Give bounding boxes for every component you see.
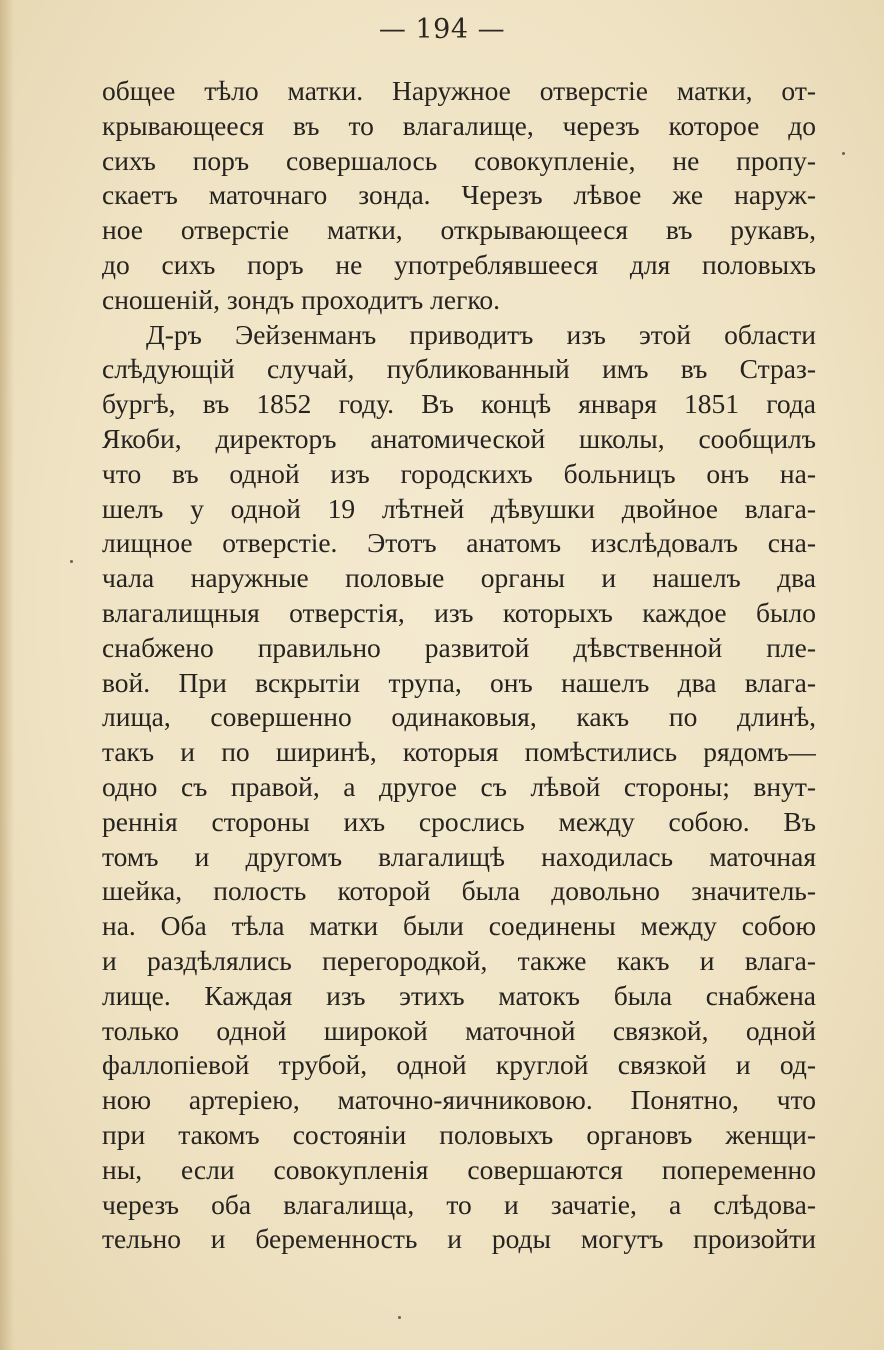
text-line: лища, совершенно одинаковыя, какъ по длинѣ, bbox=[102, 701, 816, 733]
text-line: снабжено правильно развитой дѣвственной пле- bbox=[102, 631, 816, 663]
text-line: одно съ правой, а другое съ лѣвой стороны; внут- bbox=[102, 770, 816, 802]
text-line: реннія стороны ихъ срослись между собою. Въ bbox=[102, 805, 816, 837]
text-line: крывающееся въ то влагалище, черезъ которое до bbox=[102, 109, 816, 141]
text-line: шелъ у одной 19 лѣтней дѣвушки двойное влага- bbox=[102, 492, 816, 524]
text-line: ною артеріею, маточно-яичниковою. Понятно, что bbox=[102, 1084, 816, 1116]
text-line: до сихъ поръ не употреблявшееся для половыхъ bbox=[102, 248, 816, 280]
text-line: Якоби, директоръ анатомической школы, сообщилъ bbox=[102, 422, 816, 454]
text-line: ны, если совокупленія совершаются попеременно bbox=[102, 1153, 816, 1185]
text-line: слѣдующій случай, публикованный имъ въ Страз- bbox=[102, 353, 816, 385]
text-line: только одной широкой маточной связкой, одной bbox=[102, 1014, 816, 1046]
text-line: лище. Каждая изъ этихъ матокъ была снабжена bbox=[102, 979, 816, 1011]
text-line: на. Оба тѣла матки были соединены между собою bbox=[102, 910, 816, 942]
text-line: тельно и беременность и роды могутъ произойти bbox=[102, 1223, 816, 1255]
text-line: фаллопіевой трубой, одной круглой связкой и од- bbox=[102, 1049, 816, 1081]
text-line: влагалищныя отверстія, изъ которыхъ каждое было bbox=[102, 596, 816, 628]
paper-speck bbox=[398, 1316, 401, 1319]
page-edge-shadow bbox=[0, 0, 14, 1350]
text-line: лищное отверстіе. Этотъ анатомъ изслѣдовалъ сна- bbox=[102, 527, 816, 559]
paper-speck bbox=[70, 560, 73, 563]
text-line: томъ и другомъ влагалищѣ находилась маточная bbox=[102, 840, 816, 872]
text-line: шейка, полость которой была довольно значитель- bbox=[102, 875, 816, 907]
text-line: общее тѣло матки. Наружное отверстіе матки, от- bbox=[102, 75, 816, 106]
paper-speck bbox=[842, 152, 845, 155]
text-line: вой. При вскрытіи трупа, онъ нашелъ два влага- bbox=[102, 666, 816, 698]
text-line: сношеній, зондъ проходитъ легко. bbox=[102, 283, 500, 315]
text-line: бургѣ, въ 1852 году. Въ концѣ января 1851 года bbox=[102, 388, 816, 420]
text-line: чала наружные половые органы и нашелъ два bbox=[102, 562, 816, 594]
text-line: и раздѣлялись перегородкой, также какъ и влага- bbox=[102, 944, 816, 976]
text-line: что въ одной изъ городскихъ больницъ онъ на- bbox=[102, 457, 816, 489]
text-line: при такомъ состояніи половыхъ органовъ женщи- bbox=[102, 1118, 816, 1150]
text-line: ное отверстіе матки, открывающееся въ рукавъ, bbox=[102, 214, 816, 246]
body-text bbox=[102, 74, 816, 1257]
text-line: такъ и по ширинѣ, которыя помѣстились рядомъ— bbox=[102, 736, 816, 768]
text-line: сихъ поръ совершалось совокупленіе, не пропу- bbox=[102, 144, 816, 176]
page-number: — 194 — bbox=[378, 14, 506, 45]
text-line: скаетъ маточнаго зонда. Черезъ лѣвое же наруж- bbox=[102, 179, 816, 211]
text-line: черезъ оба влагалища, то и зачатіе, а слѣдова- bbox=[102, 1188, 816, 1220]
paragraph-first-line: Д-ръ Эейзенманъ приводитъ изъ этой области bbox=[146, 318, 816, 350]
